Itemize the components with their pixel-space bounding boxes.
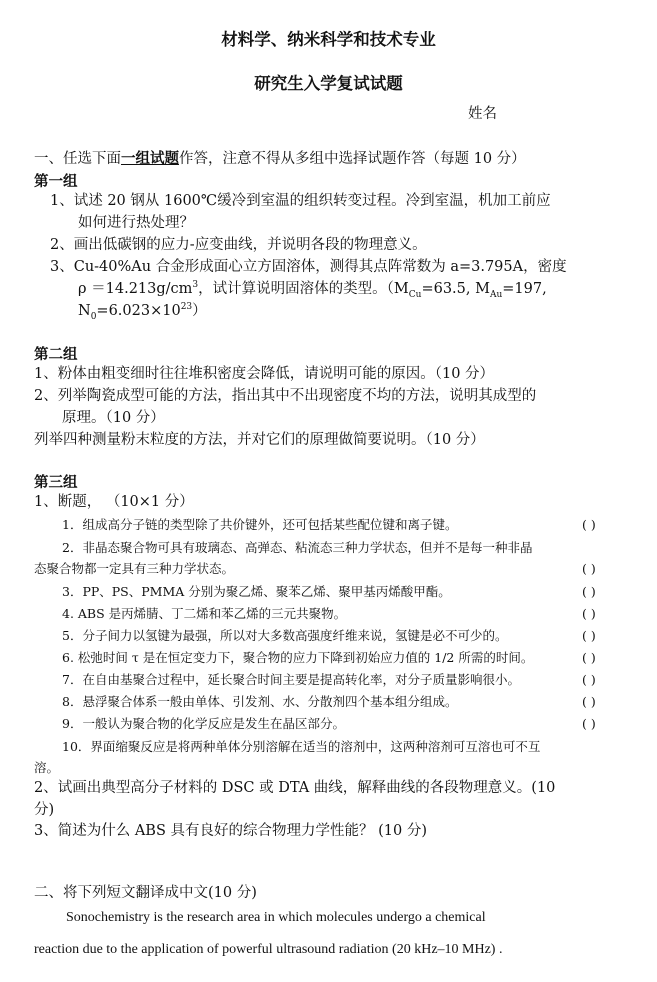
answer-blank: ( ) bbox=[582, 650, 596, 665]
tf-item-3: 3．PP、PS、PMMA 分别为聚乙烯、聚苯乙烯、聚甲基丙烯酸甲酯。 bbox=[62, 584, 451, 599]
tf-item-4: 4. ABS 是丙烯腈、丁二烯和苯乙烯的三元共聚物。 bbox=[62, 606, 347, 621]
tf-item-2-line1: 2．非晶态聚合物可具有玻璃态、高弹态、粘流态三种力学状态，但并不是每一种非晶 bbox=[62, 540, 533, 555]
exam-title: 材料学、纳米科学和技术专业 bbox=[221, 30, 436, 49]
answer-blank: ( ) bbox=[582, 561, 596, 576]
tf-item-1: 1．组成高分子链的类型除了共价键外，还可包括某些配位键和离子键。 bbox=[62, 517, 458, 532]
tf-item-9: 9．一般认为聚合物的化学反应是发生在晶区部分。 bbox=[62, 716, 345, 731]
answer-blank: ( ) bbox=[582, 628, 596, 643]
name-label: 姓名 bbox=[468, 106, 497, 122]
group2-q1: 1、粉体由粗变细时往往堆积密度会降低，请说明可能的原因。（10 分） bbox=[34, 366, 495, 382]
section1-heading-underlined: 一组试题 bbox=[121, 150, 179, 167]
section1-heading bbox=[34, 150, 526, 168]
group1-q3-line2: $\rho =14.213g/cm^3$，试计算说明固溶体的类型。（$M_{Cu}=63.5$, $M_{Au}=197$, bbox=[78, 280, 547, 300]
tf-item-8: 8．悬浮聚合体系一般由单体、引发剂、水、分散剂四个基本组分组成。 bbox=[62, 694, 458, 709]
tf-item-6: 6. 松弛时间 τ 是在恒定变力下，聚合物的应力下降到初始应力值的 1/2 所需的时间。 bbox=[62, 650, 534, 665]
group3-q2-line2: 分) bbox=[34, 802, 55, 818]
answer-blank: ( ) bbox=[582, 672, 596, 687]
group2-q3: 列举四种测量粉末粒度的方法，并对它们的原理做简要说明。（10 分） bbox=[34, 432, 485, 448]
answer-blank: ( ) bbox=[582, 606, 596, 621]
group2-label: 第二组 bbox=[34, 346, 78, 363]
tf-item-10-line2: 溶。 bbox=[34, 760, 60, 775]
translation-line-1: Sonochemistry is the research area in which molecules undergo a chemical bbox=[66, 910, 486, 925]
group1-q3-line3: $N_0=6.023\times 10^{23}$） bbox=[78, 302, 207, 322]
section2-heading: 二、将下列短文翻译成中文(10 分) bbox=[34, 885, 257, 901]
section1-heading-post: 作答，注意不得从多组中选择试题作答（每题 10 分） bbox=[179, 151, 526, 167]
section1-heading-pre: 一、任选下面 bbox=[34, 151, 121, 167]
group3-q2-line1: 2、试画出典型高分子材料的 DSC 或 DTA 曲线，解释曲线的各段物理意义。(10 bbox=[34, 780, 556, 796]
group3-q3: 3、简述为什么 ABS 具有良好的综合物理力学性能？ (10 分) bbox=[34, 823, 427, 839]
group1-label: 第一组 bbox=[34, 173, 78, 190]
answer-blank: ( ) bbox=[582, 716, 596, 731]
translation-line-2: reaction due to the application of powerful ultrasound radiation (20 kHz–10 MHz) . bbox=[34, 942, 503, 957]
group1-q3-line1: 3、Cu-40%Au 合金形成面心立方固溶体，测得其点阵常数为 a=3.795A，密度 bbox=[50, 259, 567, 275]
tf-item-5: 5．分子间力以氢键为最强，所以对大多数高强度纤维来说，氢键是必不可少的。 bbox=[62, 628, 508, 643]
group2-q2-line2: 原理。（10 分） bbox=[62, 410, 165, 426]
exam-subtitle: 研究生入学复试试题 bbox=[254, 74, 403, 93]
answer-blank: ( ) bbox=[582, 517, 596, 532]
answer-blank: ( ) bbox=[582, 694, 596, 709]
group1-q1-line2: 如何进行热处理？ bbox=[78, 215, 194, 231]
group2-q2-line1: 2、列举陶瓷成型可能的方法，指出其中不出现密度不均的方法，说明其成型的 bbox=[34, 388, 537, 404]
group1-q2: 2、画出低碳钢的应力-应变曲线，并说明各段的物理意义。 bbox=[50, 237, 427, 253]
tf-item-7: 7．在自由基聚合过程中，延长聚合时间主要是提高转化率，对分子质量影响很小。 bbox=[62, 672, 520, 687]
answer-blank: ( ) bbox=[582, 584, 596, 599]
tf-item-10-line1: 10．界面缩聚反应是将两种单体分别溶解在适当的溶剂中，这两种溶剂可互溶也可不互 bbox=[62, 739, 541, 754]
group3-label: 第三组 bbox=[34, 474, 78, 491]
group1-q1-line1: 1、试述 20 钢从 1600℃缓冷到室温的组织转变过程。冷到室温，机加工前应 bbox=[50, 193, 551, 209]
group3-q1-head: 1、断题， （10×1 分） bbox=[34, 494, 194, 510]
tf-item-2-line2: 态聚合物都一定具有三种力学状态。 bbox=[34, 561, 235, 576]
